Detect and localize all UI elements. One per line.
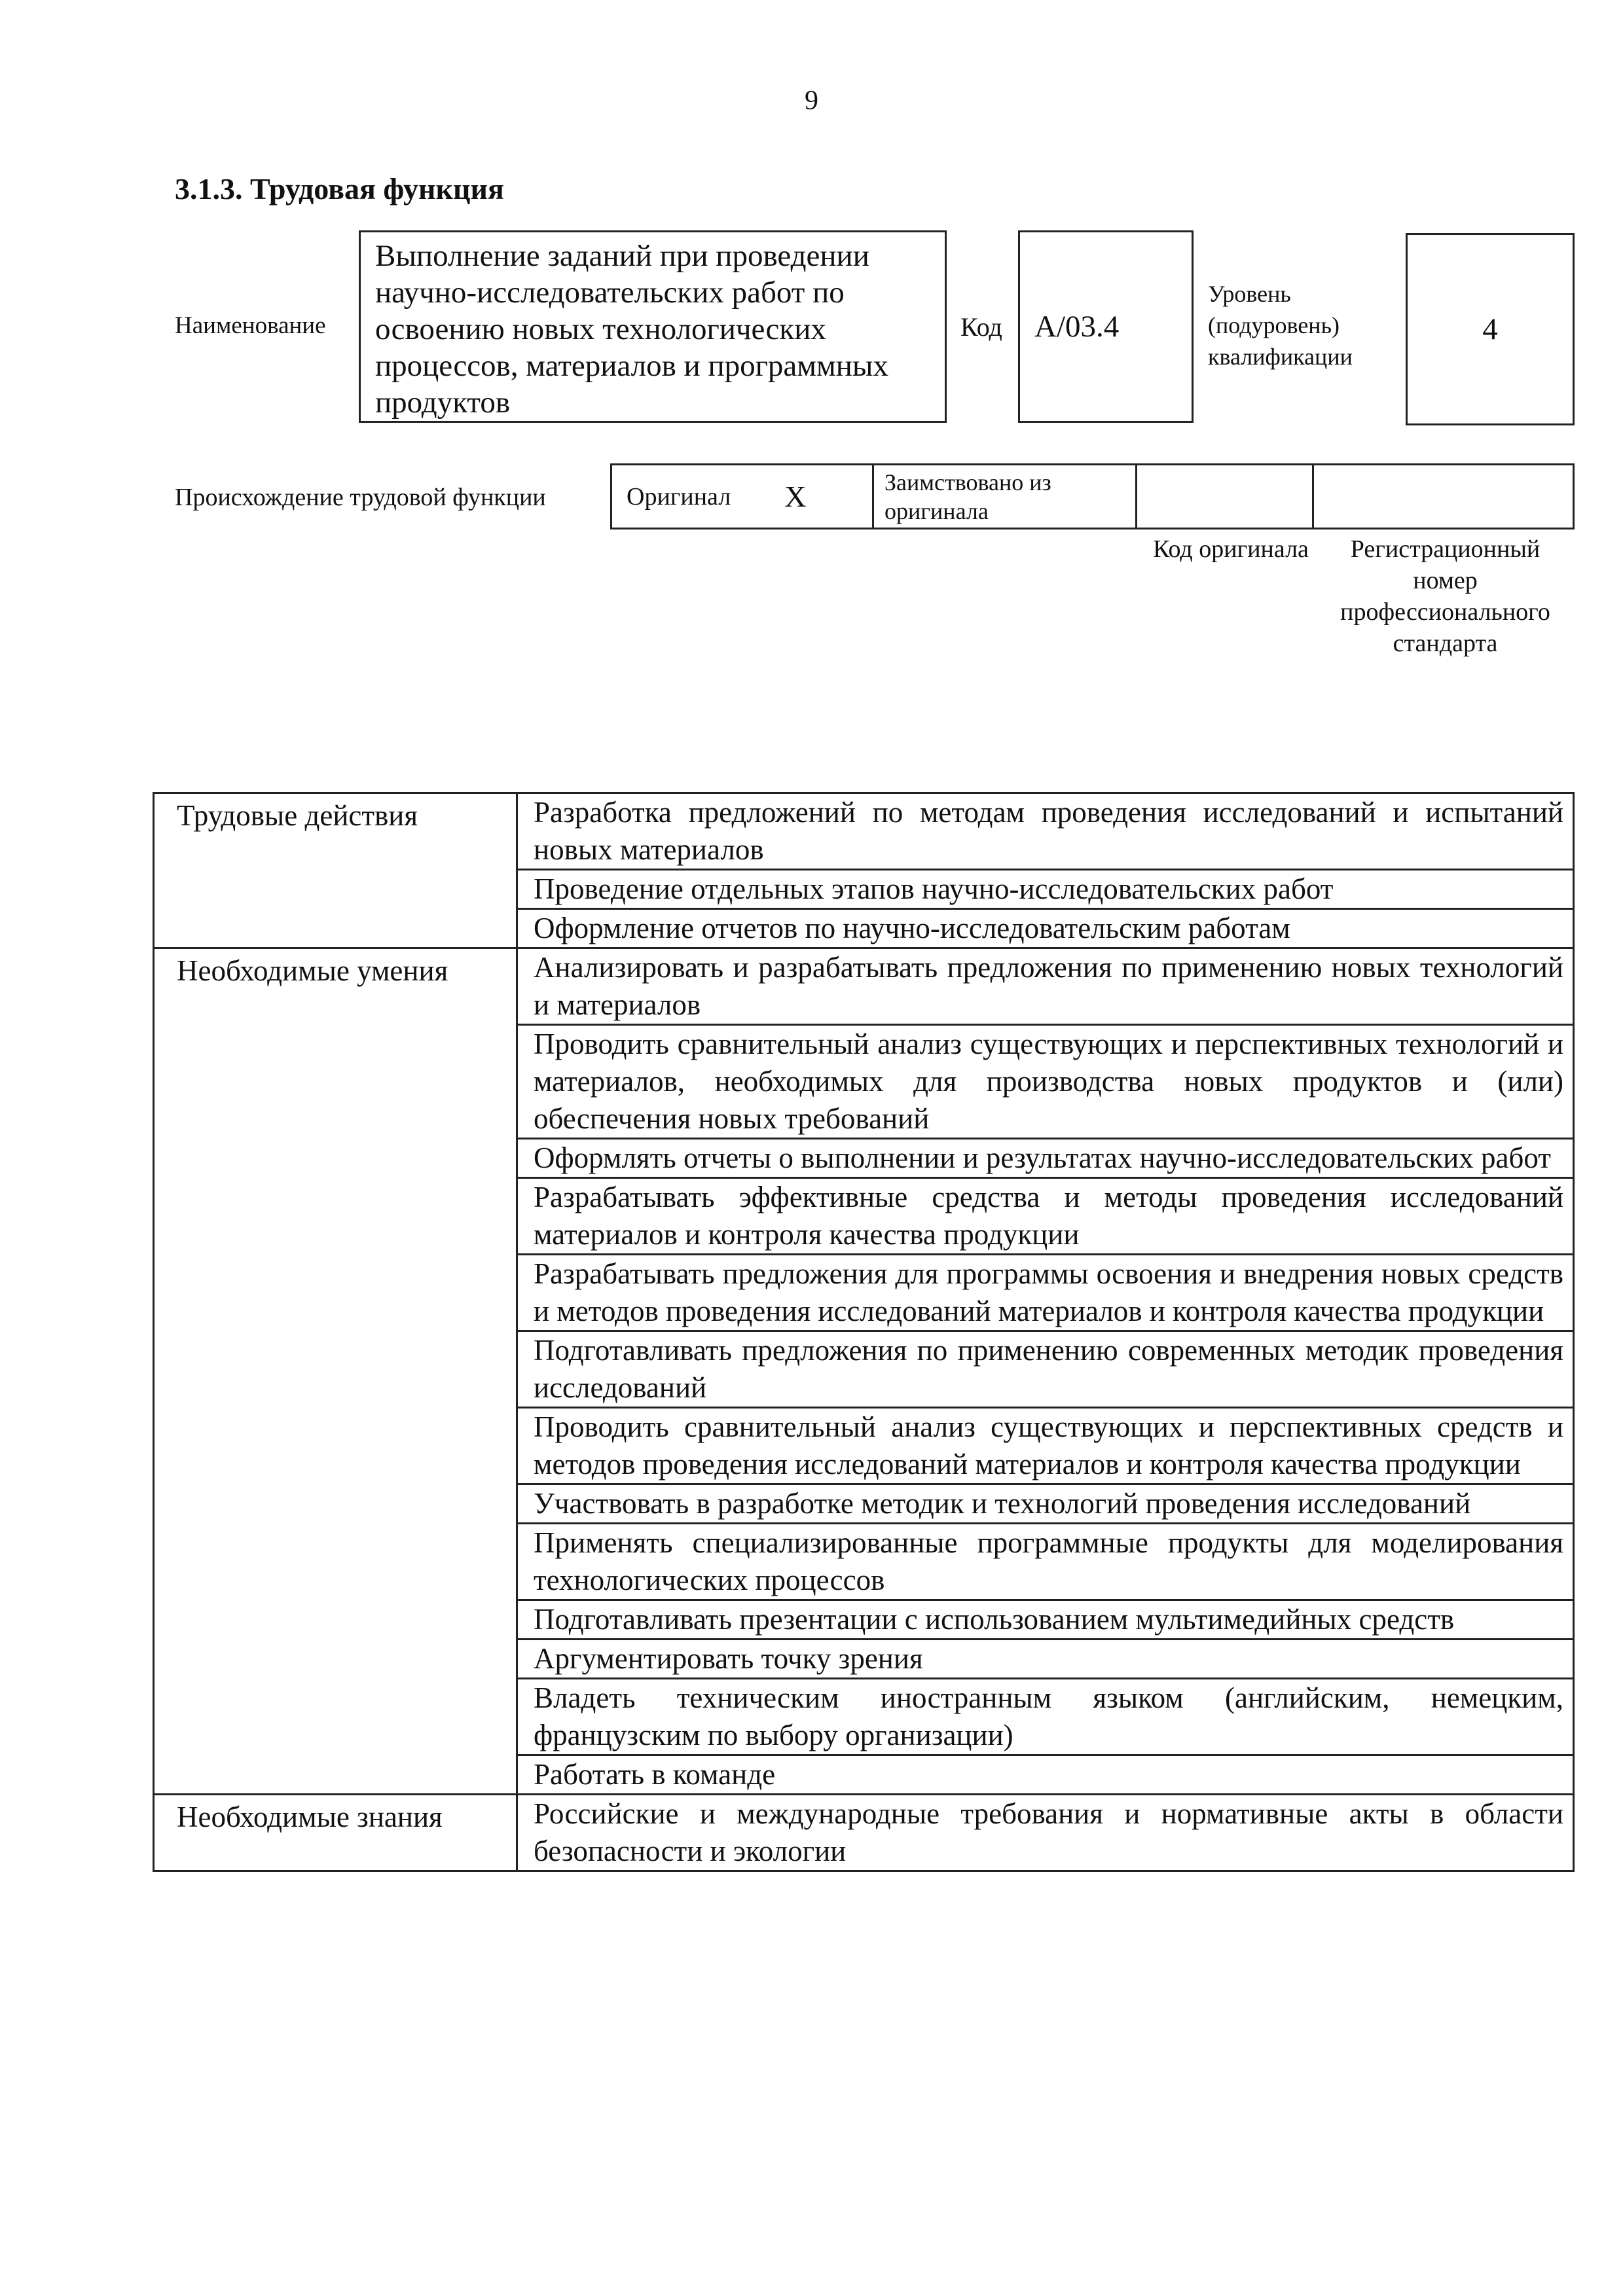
origin-original-cell — [612, 465, 874, 528]
section-title: 3.1.3. Трудовая функция — [175, 172, 504, 206]
table-row: Разработка предложений по методам проведения исследований и испытаний новых материалов — [518, 794, 1573, 870]
name-label: Наименование — [175, 312, 326, 339]
table-row: Проведение отдельных этапов научно-исследовательских работ — [518, 870, 1573, 910]
table-section — [155, 949, 1573, 1795]
origin-original-label: Оригинал — [627, 482, 731, 511]
table-row: Работать в команде — [534, 1758, 776, 1791]
table-row: Оформлять отчеты о выполнении и результатах научно-исследовательских работ — [518, 1139, 1573, 1179]
table-row: Российские и международные требования и нормативные акты в области безопасности и экологии — [534, 1797, 1563, 1867]
origin-label: Происхождение трудовой функции — [175, 484, 546, 511]
table-section — [155, 1795, 1573, 1870]
section-items — [518, 794, 1573, 947]
table-section — [155, 794, 1573, 949]
section-label: Трудовые действия — [155, 794, 518, 947]
function-details-table — [153, 792, 1575, 1872]
origin-code-cell — [1137, 465, 1314, 528]
level-label: Уровень (подуровень) квалификации — [1208, 281, 1353, 370]
table-row: Участвовать в разработке методик и технологий проведения исследований — [518, 1485, 1573, 1524]
page-number: 9 — [805, 86, 818, 116]
code-value-box — [1018, 230, 1194, 423]
section-items — [518, 1795, 1573, 1870]
table-row: Оформление отчетов по научно-исследовательским работам — [534, 912, 1290, 944]
section-items — [518, 949, 1573, 1793]
origin-row — [610, 463, 1575, 529]
table-row: Разрабатывать предложения для программы освоения и внедрения новых средств и методов проведения исследований материалов и контроля качества продукции — [518, 1255, 1573, 1332]
table-row: Аргументировать точку зрения — [518, 1640, 1573, 1679]
origin-borrowed-label: Заимствовано из оригинала — [874, 465, 1137, 528]
registration-number-caption: Регистрационный номер профессионального стандарта — [1340, 535, 1550, 657]
name-value-box — [359, 230, 947, 423]
section-label: Необходимые умения — [155, 949, 518, 1793]
level-value-box — [1406, 233, 1575, 425]
name-value: Выполнение заданий при проведении научно-исследовательских работ по освоению новых технологических процессов, материалов и программных продуктов — [375, 239, 888, 420]
code-original-caption: Код оригинала — [1153, 535, 1309, 563]
code-value: A/03.4 — [1034, 310, 1120, 344]
table-row: Проводить сравнительный анализ существующих и перспективных технологий и материалов, необходимых для производства новых продуктов и (или) обеспечения новых требований — [518, 1026, 1573, 1139]
table-row: Проводить сравнительный анализ существующих и перспективных средств и методов проведения исследований материалов и контроля качества продукции — [518, 1408, 1573, 1485]
table-row: Разрабатывать эффективные средства и методы проведения исследований материалов и контроля качества продукции — [518, 1179, 1573, 1255]
table-row: Анализировать и разрабатывать предложения по применению новых технологий и материалов — [518, 949, 1573, 1026]
origin-original-mark: X — [784, 480, 807, 513]
table-row: Подготавливать презентации с использованием мультимедийных средств — [518, 1601, 1573, 1640]
section-label: Необходимые знания — [155, 1795, 518, 1870]
table-row: Применять специализированные программные продукты для моделирования технологических процессов — [518, 1524, 1573, 1601]
level-value: 4 — [1482, 312, 1498, 346]
table-row: Владеть техническим иностранным языком (английским, немецким, французским по выбору организации) — [518, 1679, 1573, 1756]
code-label: Код — [960, 312, 1002, 342]
origin-reg-cell — [1314, 465, 1573, 528]
table-row: Подготавливать предложения по применению современных методик проведения исследований — [518, 1332, 1573, 1408]
